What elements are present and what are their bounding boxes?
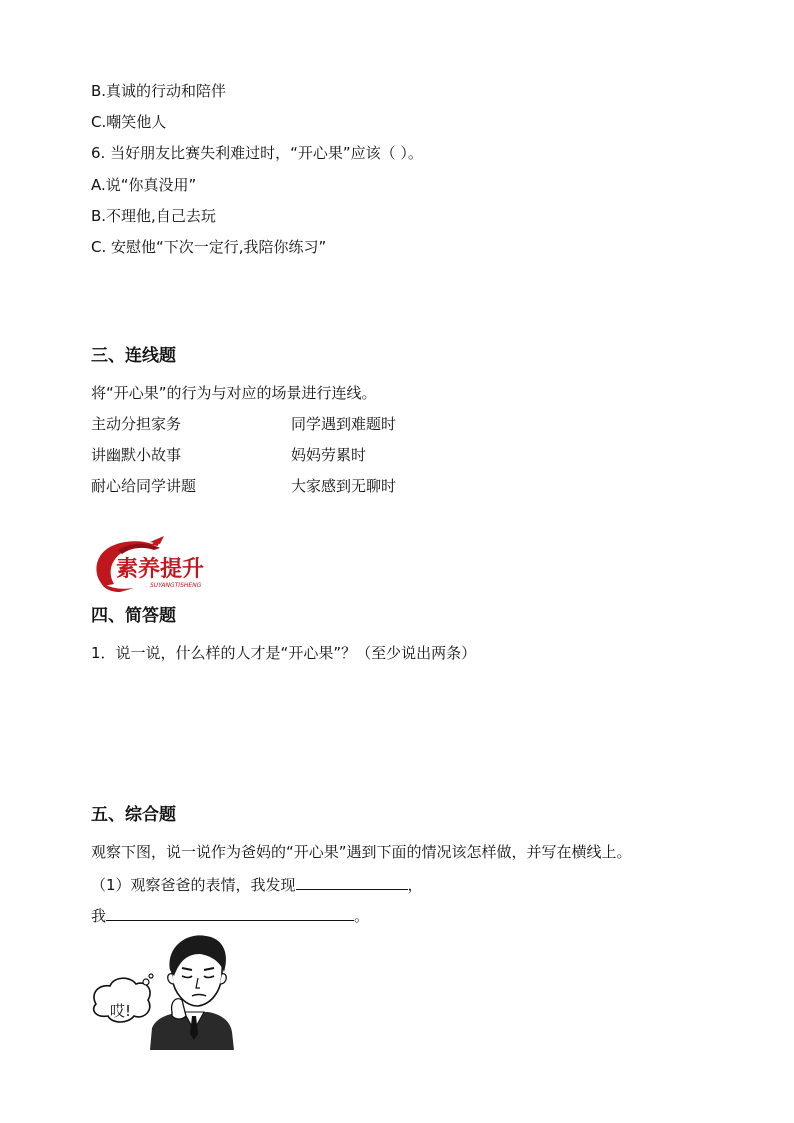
match-right-1: 同学遇到难题时 bbox=[291, 415, 397, 433]
q1-prefix: （1）观察爸爸的表情，我发现 bbox=[91, 876, 296, 894]
q5-option-c: C.嘲笑他人 bbox=[91, 113, 167, 131]
q1-answer-blank[interactable] bbox=[296, 873, 408, 890]
q6-question: 6. 当好朋友比赛失利难过时，“开心果”应该（ ）。 bbox=[91, 144, 423, 162]
q6-option-c: C. 安慰他“下次一定行,我陪你练习” bbox=[91, 238, 327, 256]
section3-instruction: 将“开心果”的行为与对应的场景进行连线。 bbox=[91, 384, 377, 402]
q2-prefix: 我 bbox=[91, 907, 107, 925]
match-left-2: 讲幽默小故事 bbox=[91, 446, 182, 464]
logo-text: 素养提升 bbox=[116, 556, 205, 582]
match-left-1: 主动分担家务 bbox=[91, 415, 182, 433]
section5-instruction: 观察下图，说一说作为爸妈的“开心果”遇到下面的情况该怎样做，并写在横线上。 bbox=[91, 843, 632, 861]
q2-answer-blank[interactable] bbox=[106, 904, 354, 921]
section5-q1 bbox=[91, 873, 423, 895]
suyang-tisheng-logo bbox=[90, 536, 230, 592]
q6-option-b: B.不理他,自己去玩 bbox=[91, 207, 216, 225]
logo-subtext: SUYANGTISHENG bbox=[150, 582, 202, 589]
section5-title: 五、综合题 bbox=[91, 805, 176, 825]
q5-option-b: B.真诚的行动和陪伴 bbox=[91, 82, 227, 100]
q6-option-a: A.说“你真没用” bbox=[91, 176, 197, 194]
speech-bubble-text: 哎! bbox=[110, 1002, 132, 1020]
q2-suffix: 。 bbox=[354, 907, 370, 925]
section4-title: 四、简答题 bbox=[91, 606, 176, 626]
sighing-father-illustration bbox=[88, 932, 238, 1050]
section3-title: 三、连线题 bbox=[91, 346, 176, 366]
section4-question: 1．说一说，什么样的人才是“开心果”？（至少说出两条） bbox=[91, 644, 477, 662]
match-right-3: 大家感到无聊时 bbox=[291, 477, 397, 495]
match-right-2: 妈妈劳累时 bbox=[291, 446, 367, 464]
q1-suffix: ， bbox=[407, 876, 423, 894]
match-left-3: 耐心给同学讲题 bbox=[91, 477, 197, 495]
section5-q2 bbox=[91, 904, 369, 926]
